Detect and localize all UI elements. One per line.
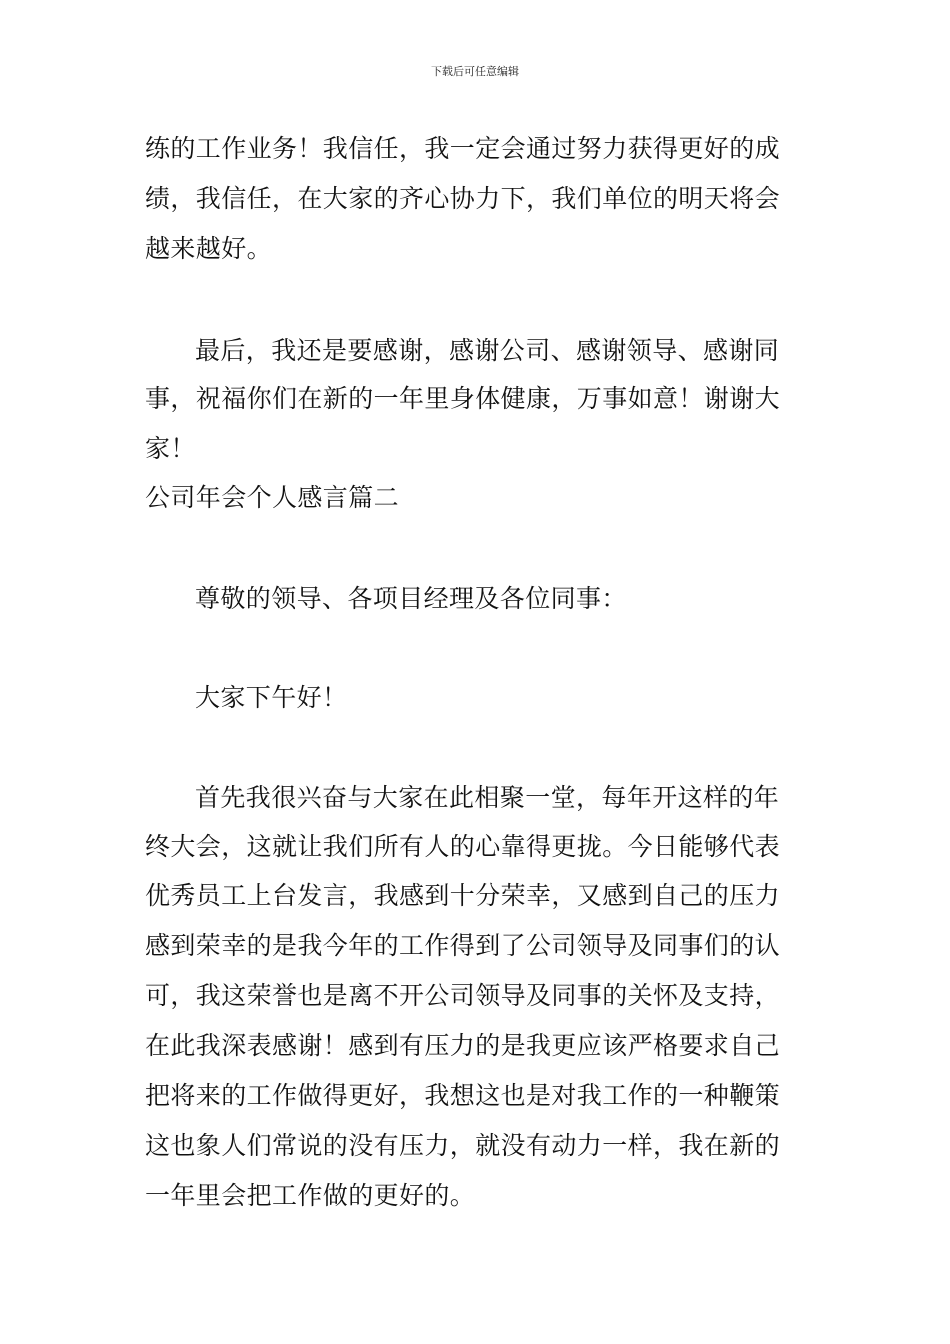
section-title: 公司年会个人感言篇二 — [145, 483, 400, 512]
paragraph-line: 一年里会把工作做的更好的。 — [145, 1181, 476, 1210]
page-header: 下载后可任意编辑 — [431, 65, 519, 78]
paragraph-line: 终大会，这就让我们所有人的心靠得更拢。今日能够代表 — [145, 832, 781, 861]
paragraph-line: 把将来的工作做得更好，我想这也是对我工作的一种鞭策 — [145, 1081, 781, 1110]
paragraph-line: 最后，我还是要感谢，感谢公司、感谢领导、感谢同 — [195, 336, 780, 365]
paragraph-line: 越来越好。 — [145, 234, 273, 263]
salutation: 尊敬的领导、各项目经理及各位同事： — [195, 584, 627, 613]
paragraph-line: 这也象人们常说的没有压力，就没有动力一样，我在新的 — [145, 1131, 781, 1160]
paragraph-line: 首先我很兴奋与大家在此相聚一堂，每年开这样的年 — [195, 783, 780, 812]
paragraph-line: 绩，我信任，在大家的齐心协力下，我们单位的明天将会 — [145, 184, 781, 213]
paragraph-line: 感到荣幸的是我今年的工作得到了公司领导及同事们的认 — [145, 931, 781, 960]
paragraph-line: 事，祝福你们在新的一年里身体健康，万事如意！谢谢大 — [145, 384, 781, 413]
paragraph-line: 可，我这荣誉也是离不开公司领导及同事的关怀及支持， — [145, 981, 781, 1010]
paragraph-line: 优秀员工上台发言，我感到十分荣幸，又感到自己的压力 — [145, 881, 781, 910]
paragraph-line: 练的工作业务！我信任，我一定会通过努力获得更好的成 — [145, 134, 781, 163]
paragraph-line: 在此我深表感谢！感到有压力的是我更应该严格要求自己 — [145, 1031, 781, 1060]
paragraph-line: 家！ — [145, 434, 196, 463]
greeting: 大家下午好！ — [195, 683, 348, 712]
